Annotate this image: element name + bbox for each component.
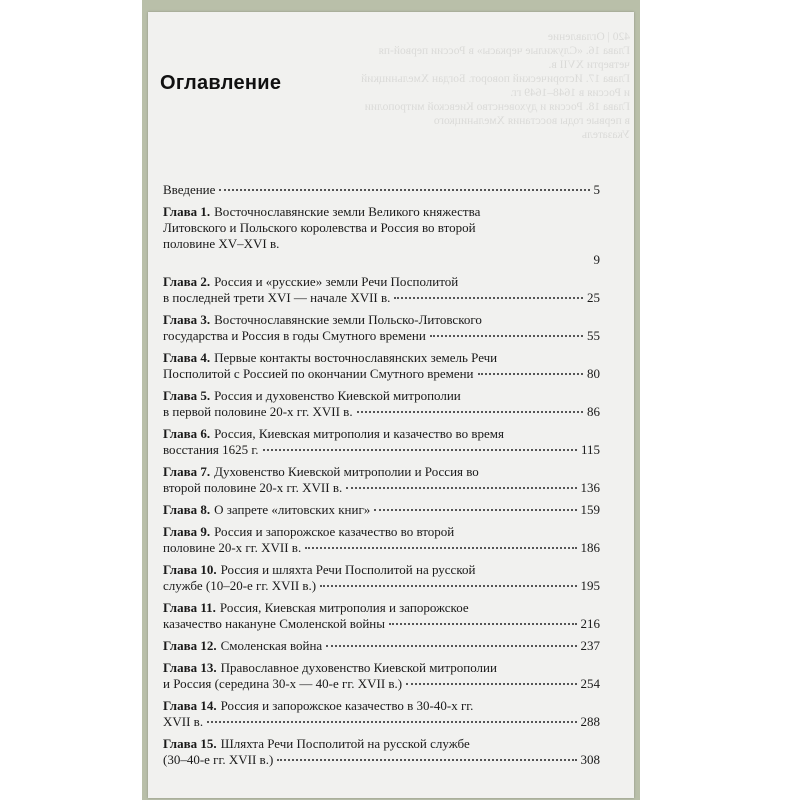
toc-entry-chapter-13 — [163, 660, 600, 692]
toc-entry-chapter-9 — [163, 524, 600, 556]
toc-entry-chapter-1 — [163, 204, 600, 268]
page-number: 308 — [580, 752, 600, 767]
page-number: 237 — [580, 638, 600, 653]
entry-title-cont: в последней трети XVI — начале XVII в. — [163, 290, 391, 305]
page-number: 55 — [587, 328, 600, 343]
dot-leader — [320, 585, 576, 587]
chapter-label: Глава 8. — [163, 502, 211, 517]
entry-title: Первые контакты восточнославянских земель Речи — [214, 350, 498, 365]
entry-title-cont: Литовского и Польского королевства и Россия во второй — [163, 220, 476, 235]
page-number: 5 — [593, 182, 600, 197]
entry-title: Православное духовенство Киевской митрополии — [220, 660, 497, 675]
bleed-through-line: в первые годы восстания Хмельницкого — [433, 115, 630, 127]
entry-title: Россия и духовенство Киевской митрополии — [214, 388, 461, 403]
page-number: 9 — [593, 252, 600, 267]
page-number: 86 — [587, 404, 600, 419]
entry-title: Россия и запорожское казачество во второй — [214, 524, 455, 539]
entry-title: Россия и «русские» земли Речи Посполитой — [214, 274, 459, 289]
bleed-through-line: Указатель — [581, 129, 630, 141]
chapter-label: Глава 13. — [163, 660, 217, 675]
toc-entry-chapter-6 — [163, 426, 600, 458]
chapter-label: Глава 1. — [163, 204, 211, 219]
bleed-through-line: Глава 18. Россия и духовенство Киевской митрополии — [364, 101, 630, 113]
page-title: Оглавление — [160, 72, 282, 94]
page-number: 136 — [580, 480, 600, 495]
entry-title: Россия, Киевская митрополия и запорожское — [219, 600, 469, 615]
toc-entry-chapter-11 — [163, 600, 600, 632]
dot-leader — [207, 721, 576, 723]
toc-entry-chapter-3 — [163, 312, 600, 344]
chapter-label: Глава 5. — [163, 388, 211, 403]
toc-entry-chapter-8 — [163, 502, 600, 518]
chapter-label: Глава 3. — [163, 312, 211, 327]
chapter-label: Глава 11. — [163, 600, 216, 615]
entry-title-cont: казачество накануне Смоленской войны — [163, 616, 385, 631]
entry-title-cont: XVII в. — [163, 714, 204, 729]
dot-leader — [430, 335, 583, 337]
entry-title: Восточнославянские земли Великого княжества — [214, 204, 481, 219]
entry-title-cont: государства и Россия в годы Смутного времени — [163, 328, 426, 343]
dot-leader — [263, 449, 577, 451]
entry-title: Духовенство Киевской митрополии и Россия во — [214, 464, 479, 479]
page-number: 254 — [580, 676, 600, 691]
toc-entry-chapter-10 — [163, 562, 600, 594]
bleed-through-line: 420 | Оглавление — [547, 31, 630, 43]
entry-title-cont: второй половине 20-х гг. XVII в. — [163, 480, 343, 495]
entry-title: Россия, Киевская митрополия и казачество во время — [214, 426, 504, 441]
page-number: 80 — [587, 366, 600, 381]
toc-entry-chapter-5 — [163, 388, 600, 420]
chapter-label: Глава 7. — [163, 464, 211, 479]
bleed-through-line: четверти XVII в. — [548, 59, 630, 71]
entry-title: О запрете «литовских книг» — [214, 502, 371, 517]
table-of-contents — [163, 182, 600, 774]
dot-leader — [374, 509, 576, 511]
chapter-label: Глава 12. — [163, 638, 217, 653]
toc-entry-chapter-14 — [163, 698, 600, 730]
chapter-label: Глава 10. — [163, 562, 217, 577]
entry-title-cont: службе (10–20-е гг. XVII в.) — [163, 578, 317, 593]
toc-entry-chapter-15 — [163, 736, 600, 768]
toc-entry-chapter-2 — [163, 274, 600, 306]
toc-entry-chapter-7 — [163, 464, 600, 496]
dot-leader — [219, 189, 589, 191]
dot-leader — [346, 487, 576, 489]
chapter-label: Глава 6. — [163, 426, 211, 441]
dot-leader — [406, 683, 576, 685]
dot-leader — [394, 297, 583, 299]
dot-leader — [326, 645, 576, 647]
entry-title: Россия и шляхта Речи Посполитой на русской — [220, 562, 476, 577]
dot-leader — [277, 759, 576, 761]
entry-title-cont: и Россия (середина 30-х — 40-е гг. XVII в.) — [163, 676, 403, 691]
entry-title-cont: Посполитой с Россией по окончании Смутного времени — [163, 366, 474, 381]
entry-title: Восточнославянские земли Польско-Литовского — [214, 312, 482, 327]
dot-leader — [389, 623, 577, 625]
chapter-label: Глава 4. — [163, 350, 211, 365]
entry-title-cont: половине XV–XVI в. — [163, 236, 280, 251]
toc-entry-chapter-12 — [163, 638, 600, 654]
dot-leader — [357, 411, 583, 413]
page-number: 216 — [580, 616, 600, 631]
chapter-label: Глава 14. — [163, 698, 217, 713]
page-number: 25 — [587, 290, 600, 305]
page-number: 195 — [580, 578, 600, 593]
entry-title: Смоленская война — [220, 638, 323, 653]
toc-entry-introduction — [163, 182, 600, 198]
chapter-label: Глава 9. — [163, 524, 211, 539]
bleed-through-line: Глава 17. Исторический поворот. Богдан Хмельницкий — [361, 73, 630, 85]
chapter-label: Глава 15. — [163, 736, 217, 751]
page-number: 115 — [580, 442, 600, 457]
entry-title-cont: половине 20-х гг. XVII в. — [163, 540, 302, 555]
page-number: 159 — [580, 502, 600, 517]
bleed-through-line: Глава 16. «Служилые черкасы» в России первой-пя — [378, 45, 630, 57]
entry-title-cont: (30–40-е гг. XVII в.) — [163, 752, 274, 767]
entry-title: Шляхта Речи Посполитой на русской службе — [220, 736, 470, 751]
page-number: 186 — [580, 540, 600, 555]
entry-title-cont: в первой половине 20-х гг. XVII в. — [163, 404, 353, 419]
dot-leader — [305, 547, 576, 549]
dot-leader — [478, 373, 583, 375]
chapter-label: Глава 2. — [163, 274, 211, 289]
entry-title: Введение — [163, 182, 216, 197]
page-number: 288 — [580, 714, 600, 729]
entry-title: Россия и запорожское казачество в 30-40-х гг. — [220, 698, 474, 713]
toc-entry-chapter-4 — [163, 350, 600, 382]
entry-title-cont: восстания 1625 г. — [163, 442, 259, 457]
bleed-through-line: и Россия в 1648–1649 гг. — [510, 87, 630, 99]
